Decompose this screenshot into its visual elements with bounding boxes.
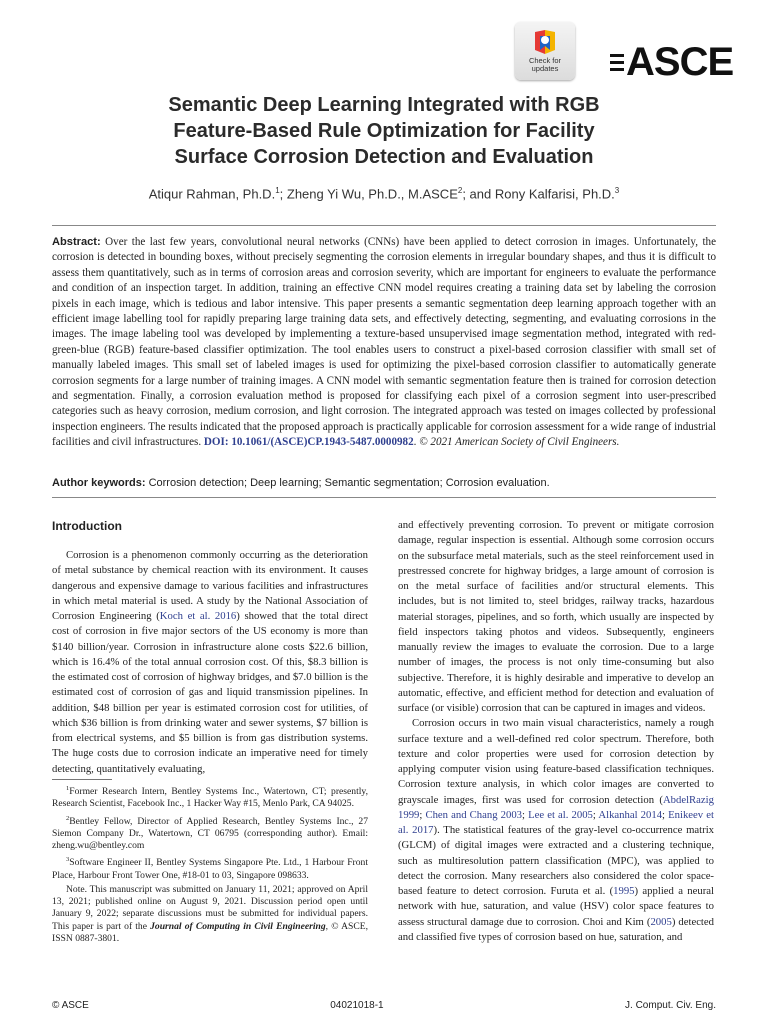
section-heading-introduction: Introduction <box>52 519 122 533</box>
author-2-affil: 2 <box>457 186 463 195</box>
body-paragraph: and effectively preventing corrosion. To prevent or mitigate corrosion damage, regular inspection is essential. Although some corrosion occurs on the subsurface metal materials, such as the steel reinforcement used in prestressed concrete for highway bridges, a large amount of corrosion is on the metal surface of facilities and/or structural elements. This includes, but is not limited to, steel bridges, railway tracks, hazardous material storages, pipelines, and so forth, which usually are inspected by field inspectors taking photos and videos. Subsequently, engineers manually review the images to evaluate the corrosion. Due to a large number of images, the process is not only time-consuming but also subjective. Therefore, it is highly desirable and imperative to develop an automatic, effective, and efficient method for detection and evaluation of surface (or visible) corrosion that can be captured in images and videos. <box>398 519 714 714</box>
keywords-bottom-rule <box>52 497 716 498</box>
author-keywords <box>52 477 716 489</box>
copyright-notice: © 2021 American Society of Civil Engineers. <box>416 436 620 449</box>
journal-name: Journal of Computing in Civil Engineering <box>150 920 326 932</box>
badge-line-1: Check for <box>528 56 562 65</box>
citation-separator: ; <box>592 808 599 821</box>
citation-link[interactable]: Enikeev et al. 2017 <box>398 808 714 836</box>
footnote-marker: 3 <box>66 856 70 864</box>
manuscript-note <box>52 884 368 945</box>
body-text: Corrosion occurs in two main visual characteristics, namely a rough surface texture and a well-defined red color spectrum. Therefore, both texture and color properties were used for corrosion detection by applying computer vision using feature-based classification techniques. Corrosion texture analysis, in which color images are converted to grayscale images, first was used for corrosion detection ( <box>398 717 714 806</box>
author-2: Zheng Yi Wu, Ph.D., M.ASCE <box>286 186 458 202</box>
abstract-text: Over the last few years, convolutional neural networks (CNNs) have been applied to detect corrosion in images. Unfortunately, the corrosion is detected in bounding boxes, without precisely segmenting the corrosion elements in irregular boundary shapes, and thus it is difficult to assess them quantitatively, such as in terms of corrosion areas and corrosion severity, which are important for engineers to evaluate the performance and condition of an inspection target. In addition, training an effective CNN model requires creating a training data set by labeling the corrosion pixels in each image, which is tedious and labor intensive. This paper presents a semantic segmentation deep learning approach together with an efficient image labelling tool for rapidly preparing large training data sets, and effectively detecting, segmenting, and evaluating corrosions in the images. The image labeling tool was developed by implementing a texture-based unsupervised image segmentation method, integrated with red-green-blue (RGB) feature-based classifier optimization. The tool enables users to construct a pixel-based corrosion classifier with small set of manually labeled images. This small set of labeled images is used for optimizing the pixel-based corrosion classifier to automatically generate corrosion segments for a large number of training images. A CNN model with semantic segmentation feature then is trained for corrosion detection and segmentation. Finally, a corrosion evaluation method is proposed for classifying each pixel of a corrosion segment into user-prescribed categories such as heavy corrosion, medium corrosion, and light corrosion. The integrated approach was tested on images collected by professional inspection engineers. The results indicated that the proposed approach is practically applicable for corrosion assessment for a wide range of industrial facilities and civil infrastructures. <box>52 236 716 449</box>
left-column <box>52 519 368 777</box>
author-1: Atiqur Rahman, Ph.D. <box>148 186 276 202</box>
footnote-text: Software Engineer II, Bentley Systems Singapore Pte. Ltd., 1 Harbour Front Place, Harbour Front Tower One, #18-01 to 03, Singapore 098633. <box>52 857 368 881</box>
citation-separator: ; <box>662 808 669 821</box>
citation-link[interactable]: 2005 <box>650 915 672 928</box>
footnote-text: Former Research Intern, Bentley Systems Inc., Watertown, CT; presently, Research Scientist, Facebook Inc., 1 Hacker Way #15, Menlo Park, CA 94025. <box>52 786 368 810</box>
intro-text: ) showed that the total direct cost of corrosion in five major sectors of the US economy is more than $140 billion/year. Corrosion in infrastructure alone costs $22.6 billion, which is 16.4% of the total annual corrosion cost. Of this, $8.3 billion is the estimated cost of corrosion of highway bridges, and $7.0 billion is the estimated cost of corrosion of gas and liquid transmission pipelines. In addition, $48 billion per year is estimated corrosion cost for utilities, of which $36 billion is from drinking water and sewer systems, $7 billion is from electrical systems, and $5 billion is from gas distribution systems. The huge costs due to corrosion indicate an imperative need for timely detecting, quantitatively evaluating, <box>52 610 369 775</box>
footnote-text: Bentley Fellow, Director of Applied Research, Bentley Systems Inc., 27 Siemon Company Dr., Watertown, CT 06795 (corresponding author). Email: zheng.wu@bentley.com <box>52 815 368 852</box>
bookmark-icon <box>532 28 558 56</box>
abstract <box>52 235 716 451</box>
footer-page-id: 04021018-1 <box>330 1000 384 1011</box>
title-line-1: Semantic Deep Learning Integrated with RGB <box>168 94 600 116</box>
right-column <box>398 518 714 945</box>
citation-link[interactable]: 1995 <box>613 885 635 897</box>
body-text: ) applied a neural network with hue, saturation, and value (HSV) color space features to assess structural damage due to corrosion. Choi and Kim ( <box>398 885 714 928</box>
paper-title <box>90 92 678 170</box>
footnote-3 <box>52 854 368 882</box>
footnote-marker: 2 <box>66 814 70 822</box>
citation-separator: ; <box>522 808 529 821</box>
footnote-rule <box>52 779 112 780</box>
body-text: ) detected and classified five types of corrosion based on hue, saturation, and <box>398 915 714 943</box>
citation-link[interactable]: AbdelRazig 1999 <box>398 793 714 821</box>
abstract-top-rule <box>52 225 716 226</box>
body-paragraph <box>398 716 714 945</box>
citation-separator: ; <box>419 808 426 821</box>
footnote-1 <box>52 783 368 811</box>
keywords-label: Author keywords: <box>52 477 146 489</box>
badge-line-2: updates <box>531 64 559 73</box>
author-1-affil: 1 <box>275 186 280 195</box>
keywords-text: Corrosion detection; Deep learning; Semantic segmentation; Corrosion evaluation. <box>145 477 550 489</box>
author-3: Rony Kalfarisi, Ph.D. <box>494 186 615 202</box>
logo-stripes-icon <box>610 50 624 75</box>
logo-text: ASCE <box>626 40 734 84</box>
title-line-2: Feature-Based Rule Optimization for Facility <box>173 120 595 142</box>
footer-left: © ASCE <box>52 1000 89 1011</box>
citation-link[interactable]: Lee et al. 2005 <box>528 808 593 821</box>
citation-link[interactable]: Chen and Chang 2003 <box>425 808 523 821</box>
author-3-affil: 3 <box>614 186 620 195</box>
author-separator: ; and <box>462 186 495 202</box>
asce-logo <box>610 42 733 82</box>
footnote-2 <box>52 813 368 853</box>
body-text: ). The statistical features of the gray-level co-occurrence matrix (GLCM) of digital images were extracted and a clustering technique, such as multiresolution pattern classification (MPC), was applied to detect the corrosion. Many researchers also considered the color space-based feature to detect corrosion. Furuta et al. ( <box>398 824 715 897</box>
author-separator: ; <box>279 186 287 202</box>
footer-journal: J. Comput. Civ. Eng. <box>625 1000 716 1011</box>
doi-period: . <box>413 436 417 449</box>
citation-link[interactable]: Alkanhal 2014 <box>598 808 663 821</box>
intro-text: Corrosion is a phenomenon commonly occurring as the deterioration of metal substance by chemical reaction with its environment. It causes dangerous and expensive damage to various facilities and infrastructures in which metal material is used. A study by the National Association of Corrosion Engineering ( <box>52 549 368 622</box>
doi-link[interactable]: 10.1061/(ASCE)CP.1943-5487.0000982 <box>231 436 414 449</box>
citation-link[interactable]: Koch et al. 2016 <box>159 610 237 622</box>
intro-paragraph <box>52 548 368 777</box>
note-text: Note. This manuscript was submitted on January 11, 2021; approved on April 13, 2021; published online on August 9, 2021. Discussion period open until January 9, 2022; separate discussions must be submitted for individual papers. This paper is part of the <box>52 883 368 932</box>
title-line-3: Surface Corrosion Detection and Evaluation <box>174 146 594 168</box>
footnote-marker: 1 <box>66 785 70 792</box>
check-for-updates-badge[interactable] <box>515 22 575 80</box>
footnotes <box>52 783 368 947</box>
note-text: , © ASCE, ISSN 0887-3801. <box>52 920 368 944</box>
author-list <box>50 186 718 201</box>
page-footer <box>52 1000 716 1011</box>
doi-label: DOI: <box>203 436 232 449</box>
abstract-label: Abstract: <box>52 236 101 248</box>
